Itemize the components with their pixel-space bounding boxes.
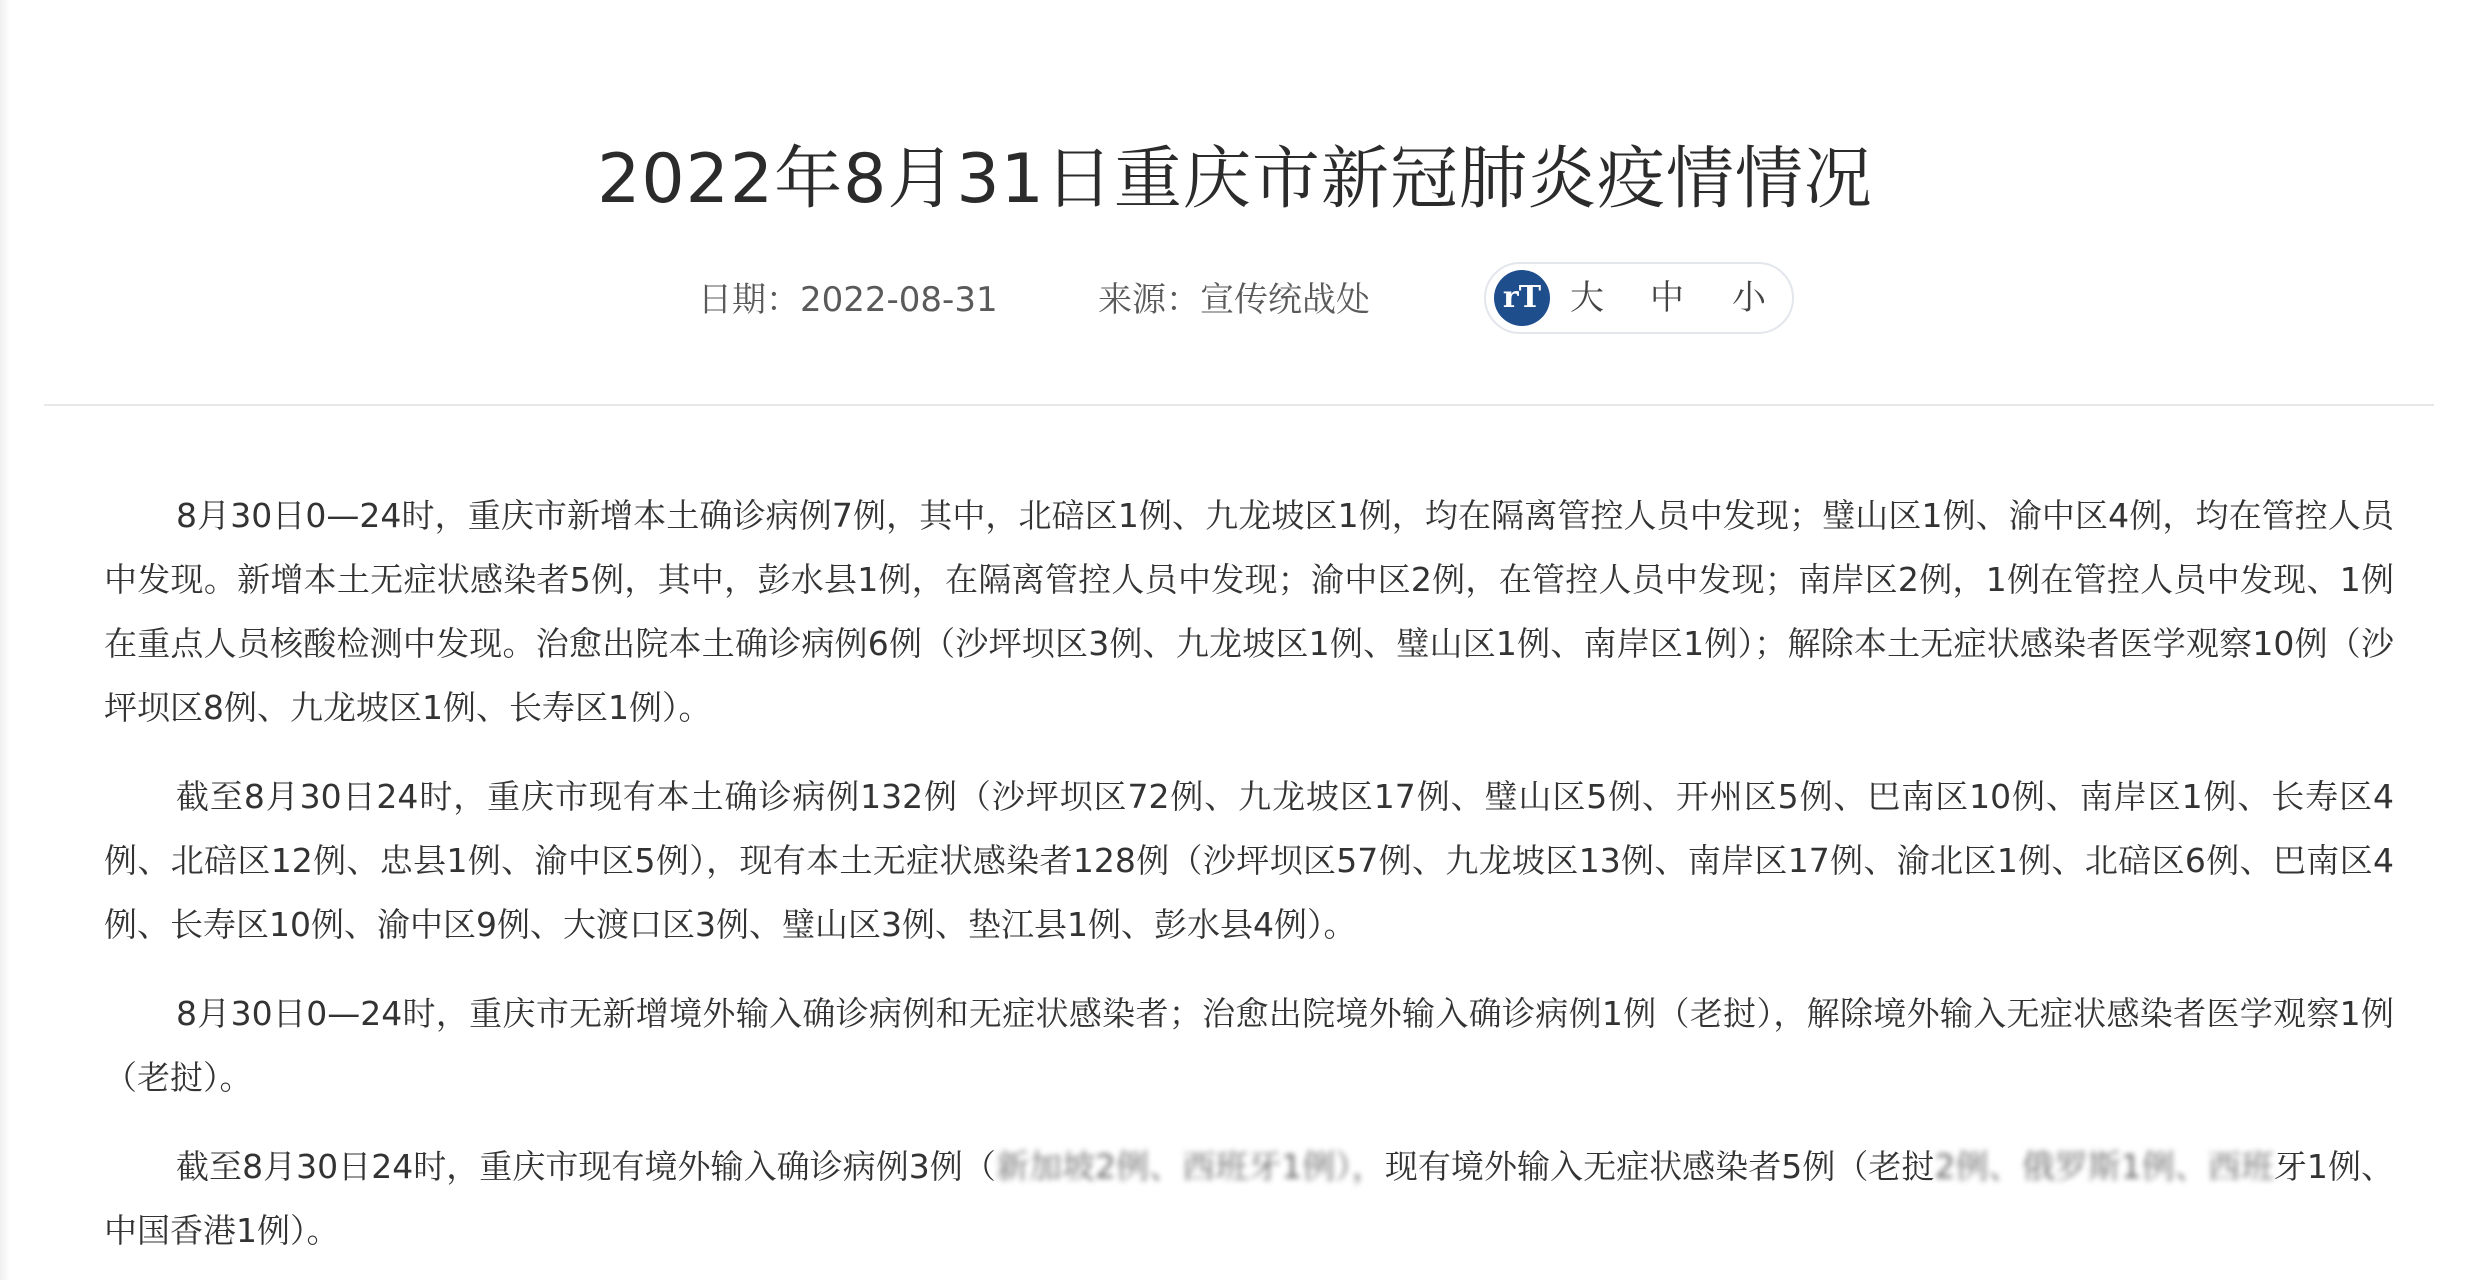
date-label: 日期：	[698, 280, 800, 320]
paragraph-text: 截至8月30日24时，重庆市现有境外输入确诊病例3例（	[176, 1147, 996, 1186]
article-paragraph: 8月30日0—24时，重庆市新增本土确诊病例7例，其中，北碚区1例、九龙坡区1例，均在隔离管控人员中发现；璧山区1例、渝中区4例，均在管控人员中发现。新增本土无症状感染者5例，其中，彭水县1例，在隔离管控人员中发现；渝中区2例，在管控人员中发现；南岸区2例，1例在管控人员中发现、1例在重点人员核酸检测中发现。治愈出院本土确诊病例6例（沙坪坝区3例、九龙坡区1例、璧山区1例、南岸区1例）；解除本土无症状感染者医学观察10例（沙坪坝区8例、九龙坡区1例、长寿区1例）。	[104, 496, 2394, 727]
publish-date	[698, 276, 998, 324]
font-size-large-button[interactable]: 大	[1570, 278, 1604, 318]
header-divider	[44, 404, 2434, 406]
article-body	[104, 484, 2394, 1280]
article-meta	[0, 262, 2470, 338]
paragraph-text: 牙1例、中国香港1例）。	[104, 1147, 2394, 1250]
source-label: 来源：	[1098, 280, 1200, 320]
article-paragraph: 8月30日0—24时，重庆市无新增境外输入确诊病例和无症状感染者；治愈出院境外输入确诊病例1例（老挝），解除境外输入无症状感染者医学观察1例（老挝）。	[104, 994, 2394, 1097]
date-value: 2022-08-31	[800, 280, 998, 320]
source-value: 宣传统战处	[1200, 280, 1370, 320]
blurred-text: 2例、俄罗斯1例、西班	[1934, 1147, 2274, 1186]
text-size-icon: rT	[1494, 270, 1550, 326]
article-paragraph	[104, 1135, 2394, 1263]
article-paragraph: 截至8月30日24时，重庆市现有本土确诊病例132例（沙坪坝区72例、九龙坡区17例、璧山区5例、开州区5例、巴南区10例、南岸区1例、长寿区4例、北碚区12例、忠县1例、渝中区5例），现有本土无症状感染者128例（沙坪坝区57例、九龙坡区13例、南岸区17例、渝北区1例、北碚区6例、巴南区4例、长寿区10例、渝中区9例、大渡口区3例、璧山区3例、垫江县1例、彭水县4例）。	[104, 777, 2394, 944]
article-title: 2022年8月31日重庆市新冠肺炎疫情情况	[597, 140, 1873, 219]
paragraph-text: 现有境外输入无症状感染者5例（老挝	[1384, 1147, 1935, 1186]
font-size-control	[1484, 262, 1794, 334]
article-source	[1098, 276, 1370, 324]
font-size-small-button[interactable]: 小	[1732, 278, 1766, 318]
blurred-text: 新加坡2例、西班牙1例），	[995, 1147, 1385, 1186]
font-size-medium-button[interactable]: 中	[1650, 278, 1684, 318]
